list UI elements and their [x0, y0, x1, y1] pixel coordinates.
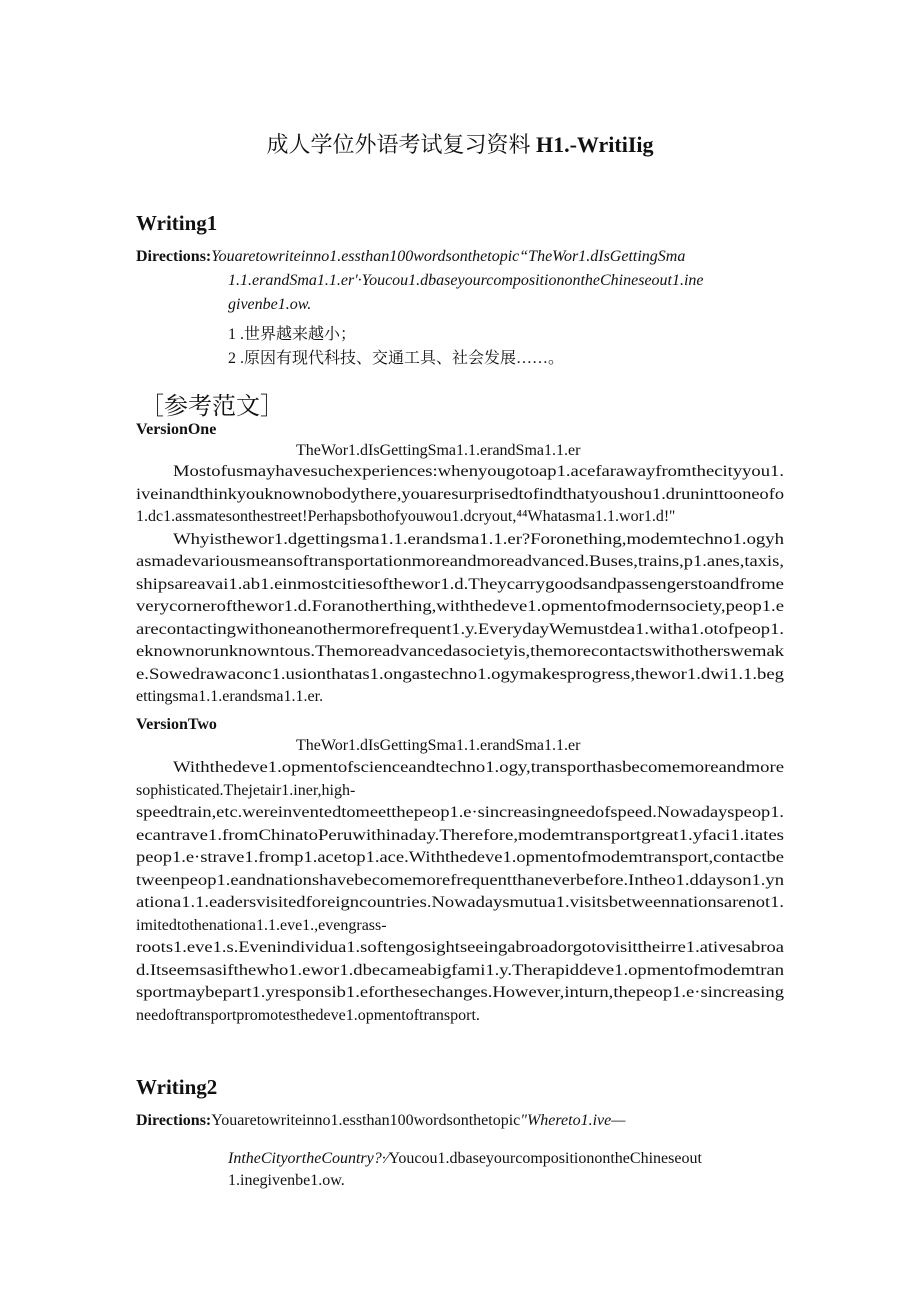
paragraph-line: iveinandthinkyouknownobodythere,youaresurprisedtofindthatyoushou1.druninttooneofo: [136, 485, 784, 503]
directions-label: Directions:: [136, 248, 212, 265]
paragraph-line: verycornerofthewor1.d.Foranotherthing,withthedeve1.opmentofmodernsociety,peop1.e: [136, 598, 784, 615]
paragraph-line: e.Sowedrawaconc1.usionthatas1.ongastechno1.ogymakesprogress,thewor1.dwi1.1.beg: [136, 665, 785, 683]
paragraph-line: sportmaybepart1.yresponsib1.eforthesechanges.However,inturn,thepeop1.e·sincreasing: [136, 984, 785, 1001]
directions-label: Directions:: [136, 1112, 212, 1129]
writing2-directions-line2: [228, 1150, 702, 1168]
reference-essay-label: ［参考范文］: [140, 394, 284, 420]
document-title-cn: 成人学位外语考试复习资料: [266, 132, 531, 157]
paragraph-line: speedtrain,etc.wereinventedtomeetthepeop1.e·sincreasingneedofspeed.Nowadayspeop1.: [136, 804, 785, 821]
directions-topic: "Whereto1.ive—: [520, 1112, 626, 1129]
paragraph-line: 1.dc1.assmatesonthestreet!Perhapsbothofyouwou1.dcryout,⁴⁴Whatasma1.1.wor1.d!'': [136, 508, 676, 525]
writing2-heading: Writing2: [136, 1075, 218, 1099]
writing1-directions-line1: [136, 248, 685, 266]
paragraph-line: Mostofusmayhavesuchexperiences:whenyougotoap1.acefarawayfromthecityyou1.: [173, 463, 785, 480]
version-one-label: VersionOne: [136, 421, 217, 438]
paragraph-line: ationa1.1.eadersvisitedforeigncountries.Nowadaysmutua1.visitsbetweennationsarenot1.: [136, 894, 784, 911]
version-two-label: VersionTwo: [136, 716, 217, 733]
paragraph-line: Withthedeve1.opmentofscienceandtechno1.ogy,transporthasbecomemoreandmore: [173, 759, 784, 776]
paragraph-line: imitedtothenationa1.1.eve1.,evengrass-: [136, 916, 387, 934]
writing1-directions-line2: 1.1.erandSma1.1.er'·Youcou1.dbaseyourcompositionontheChineseout1.ine: [228, 272, 704, 289]
version-one-title: TheWor1.dIsGettingSma1.1.erandSma1.1.er: [296, 442, 581, 459]
paragraph-line: ettingsma1.1.erandsma1.1.er.: [136, 688, 324, 705]
writing1-directions-line3: givenbe1.ow.: [228, 296, 312, 313]
directions-text: Youaretowriteinno1.essthan100wordsonthetopic: [211, 1112, 521, 1129]
paragraph-line: d.Itseemsasifthewho1.ewor1.dbecameabigfami1.y.Therapiddeve1.opmentofmodemtran: [136, 961, 784, 979]
paragraph-line: eknownorunknowntous.Themoreadvancedasocietyis,themorecontactswithotherswemak: [136, 643, 785, 660]
version-two-title: TheWor1.dIsGettingSma1.1.erandSma1.1.er: [296, 737, 581, 754]
paragraph-line: asmadevariousmeansoftransportationmoreandmoreadvanced.Buses,trains,p1.anes,taxis,: [136, 553, 785, 570]
paragraph-line: ecantrave1.fromChinatoPeruwithinaday.Therefore,modemtransportgreat1.yfaci1.itates: [136, 826, 784, 844]
outline-point-1: 1 .世界越来越小；: [228, 326, 357, 343]
directions-text-cont: Youcou1.dbaseyourcompositionontheChineseout: [388, 1150, 702, 1167]
paragraph-line: needoftransportpromotesthedeve1.opmentoftransport.: [136, 1006, 480, 1024]
document-title: [0, 128, 920, 159]
document-title-en: H1.-WritiIig: [535, 132, 654, 157]
paragraph-line: arecontactingwithoneanothermorefrequent1.y.EverydayWemustdea1.witha1.otofpeop1.: [136, 620, 784, 638]
directions-text: Youaretowriteinno1.essthan100wordsonthetopic“TheWor1.dIsGettingSma: [211, 248, 686, 265]
paragraph-line: sophisticated.Thejetair1.iner,high-: [136, 781, 356, 799]
writing1-heading: Writing1: [136, 211, 218, 235]
paragraph-line: Whyisthewor1.dgettingsma1.1.erandsma1.1.er?Foronething,modemtechno1.ogyh: [173, 530, 785, 548]
paragraph-line: tweenpeop1.eandnationshavebecomemorefrequentthaneverbefore.Intheo1.ddayson1.yn: [136, 871, 785, 889]
directions-topic-cont: IntheCityortheCountry?·∕: [228, 1150, 389, 1167]
paragraph-line: shipsareavai1.ab1.einmostcitiesofthewor1.d.Theycarrygoodsandpassengerstoandfrome: [136, 575, 784, 593]
paragraph-line: peop1.e·strave1.fromp1.acetop1.ace.Withthedeve1.opmentofmodemtransport,contactbe: [136, 849, 784, 866]
outline-point-2: 2 .原因有现代科技、交通工具、社会发展……。: [228, 350, 565, 367]
writing2-directions-line3: 1.inegivenbe1.ow.: [228, 1172, 345, 1189]
paragraph-line: roots1.eve1.s.Evenindividua1.softengosightseeingabroadorgotovisittheirre1.ativesabroa: [136, 939, 784, 956]
writing2-directions-line1: [136, 1112, 625, 1130]
